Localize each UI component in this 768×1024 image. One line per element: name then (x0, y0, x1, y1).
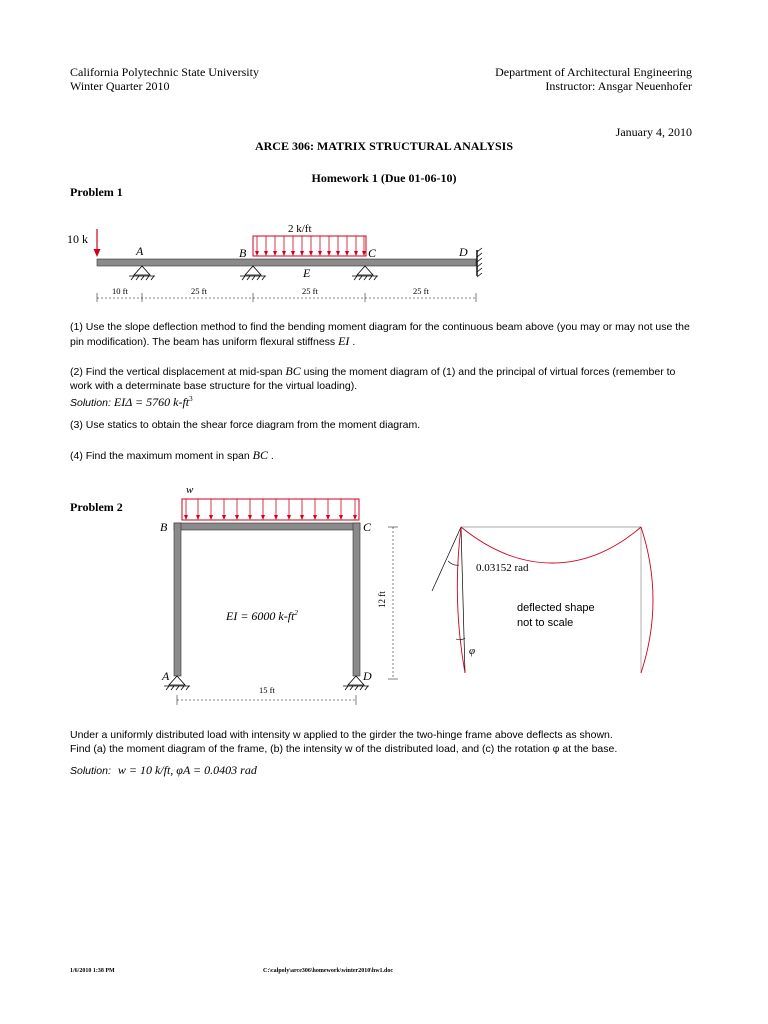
problem1-heading: Problem 1 (70, 185, 123, 199)
label-B2: B (160, 520, 168, 534)
deflected-shape (432, 527, 653, 673)
instructor: Instructor: Ansgar Neuenhofer (545, 79, 692, 93)
support-B (240, 266, 266, 280)
phi-label: φ (469, 645, 476, 657)
support-A (129, 266, 155, 280)
frame-members (174, 523, 360, 676)
question-4: (4) Find the maximum moment in span BC . (70, 448, 274, 462)
load-w-label: w (186, 484, 194, 496)
dim-label: 25 ft (302, 286, 318, 296)
label-C2: C (363, 520, 372, 534)
height-label: 12 ft (377, 591, 387, 608)
solution-1: Solution: EIΔ = 5760 $k-ft^3$ (70, 395, 193, 409)
label-D2: D (363, 669, 372, 683)
question-2: (2) Find the vertical displacement at mid-span BC using the moment diagram of (1) and the principal of virtual forces (remember to work with a determinate base structure for the virtual loading). (70, 364, 676, 392)
footer-timestamp: 1/6/2010 1:38 PM (70, 968, 115, 974)
deflected-note-1: deflected shape (517, 602, 595, 614)
label-A2: A (162, 669, 170, 683)
beam-figure (0, 0, 768, 310)
quarter: Winter Quarter 2010 (70, 79, 170, 93)
frame-load-arrows (184, 499, 357, 520)
label-A: A (136, 244, 144, 258)
frame-figure (0, 470, 768, 710)
height-dimension (388, 527, 398, 679)
rotation-label: 0.03152 rad (476, 562, 529, 574)
university-name: California Polytechnic State University (70, 65, 259, 79)
span-label: 15 ft (259, 685, 275, 695)
question-3: (3) Use statics to obtain the shear force diagram from the moment diagram. (70, 419, 421, 431)
ei-label: EI = 6000 $k-ft^2$ (226, 609, 298, 623)
document-date: January 4, 2010 (615, 125, 692, 139)
problem2-text-2: Find (a) the moment diagram of the frame, (b) the intensity w of the distributed load, and (c) the rotation φ at the base. (70, 743, 618, 755)
problem2-heading: Problem 2 (70, 500, 123, 514)
label-C: C (368, 246, 377, 260)
dist-load-arrows (255, 236, 366, 256)
span-dimension (177, 695, 356, 705)
point-load-label: 10 k (67, 232, 88, 246)
solution-2: Solution: w = 10 k/ft, φA = 0.0403 rad (70, 763, 257, 777)
label-B: B (239, 246, 247, 260)
homework-subtitle: Homework 1 (Due 01-06-10) (311, 171, 457, 185)
problem2-text-1: Under a uniformly distributed load with intensity w applied to the girder the two-hinge frame above deflects as shown. (70, 729, 613, 741)
beam (97, 259, 476, 266)
dist-load-label: 2 k/ft (288, 223, 312, 235)
support-C (352, 266, 378, 280)
deflected-note-2: not to scale (517, 617, 574, 629)
label-D: D (459, 245, 468, 259)
footer-path: C:\calpoly\arce306\homework\winter2010\hw1.doc (263, 968, 394, 974)
department-name: Department of Architectural Engineering (495, 65, 692, 79)
dim-label: 25 ft (413, 286, 429, 296)
course-title: ARCE 306: MATRIX STRUCTURAL ANALYSIS (254, 139, 514, 153)
label-E: E (303, 266, 311, 280)
dim-label: 25 ft (191, 286, 207, 296)
question-1: (1) Use the slope deflection method to find the bending moment diagram for the continuous beam above (you may or may not use the pin modification). The beam has uniform flexural stiffness EI . (70, 321, 690, 348)
dim-label: 10 ft (112, 286, 128, 296)
